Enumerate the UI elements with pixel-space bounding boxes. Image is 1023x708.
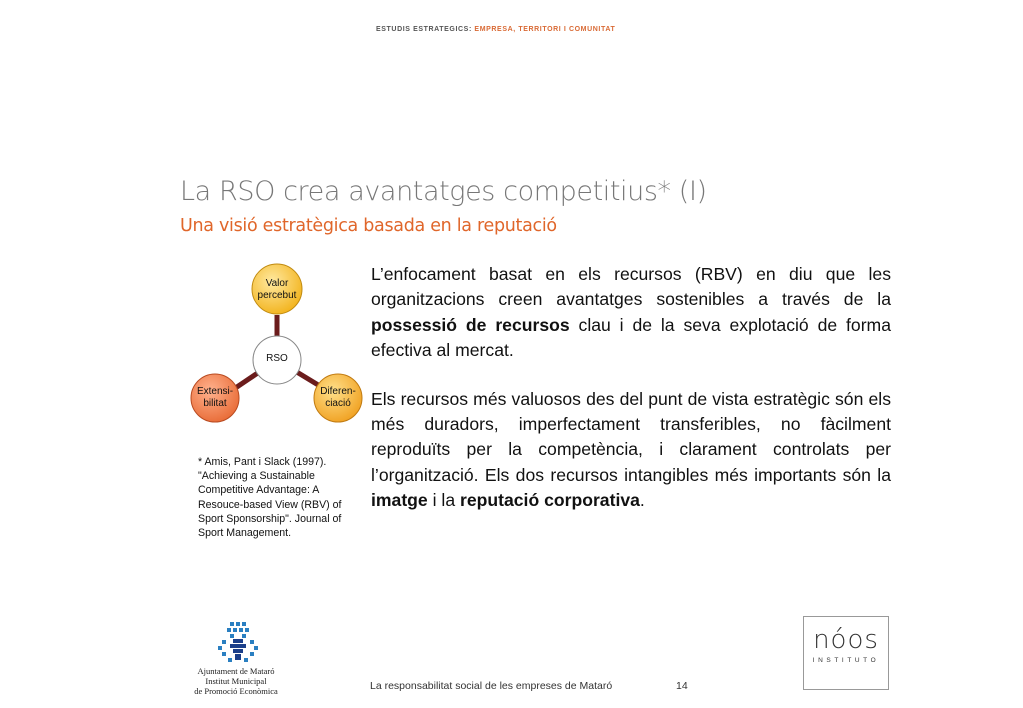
center-node-label: RSO	[266, 353, 288, 364]
p1-bold-1: possessió de recursos	[371, 314, 570, 335]
node-top-line2: percebut	[257, 290, 297, 301]
p1-text-2: clau i de la seva explotació de forma efectiva al mercat.	[371, 314, 891, 361]
noos-logo	[803, 616, 889, 690]
paragraph-1	[371, 262, 891, 364]
ajuntament-line2: Institut Municipal	[205, 676, 267, 686]
node-left-line1: Extensi-	[196, 386, 234, 397]
ajuntament-text	[180, 666, 292, 696]
header-part2: EMPRESA, TERRITORI I COMUNITAT	[471, 26, 616, 33]
noos-wordmark: nóos	[813, 625, 879, 655]
node-left-line2: bilitat	[203, 398, 227, 409]
running-header	[376, 26, 615, 33]
noos-subtitle: INSTITUTO	[812, 657, 880, 664]
slide-subtitle: Una visió estratègica basada en la reputació	[180, 216, 557, 236]
ajuntament-emblem-icon	[180, 620, 292, 666]
page-number: 14	[676, 680, 688, 692]
p2-bold-1: imatge	[371, 490, 428, 511]
node-top-line1: Valor	[265, 278, 289, 289]
p1-text-1: L’enfocament basat en els recursos (RBV) en diu que les organitzacions creen avantatges sostenibles a través de la	[371, 264, 891, 310]
slide-title: La RSO crea avantatges competitius* (I)	[180, 176, 707, 207]
node-top-label	[252, 278, 302, 302]
p2-text-3: .	[639, 490, 645, 511]
p2-bold-2: reputació corporativa	[460, 490, 640, 511]
reference-note: * Amis, Pant i Slack (1997). "Achieving a Sustainable Competitive Advantage: A Resouce-based View (RBV) of Sport Sponsorship". Journal of Sport Management.	[198, 456, 342, 540]
node-left-label	[190, 386, 240, 410]
p2-text-2: i la	[427, 490, 460, 511]
ajuntament-line3: de Promoció Econòmica	[194, 686, 278, 696]
ajuntament-line1: Ajuntament de Mataró	[197, 666, 275, 676]
body-text	[371, 262, 891, 537]
rbv-diagram	[180, 260, 370, 440]
ajuntament-logo	[180, 620, 290, 700]
node-right-line2: ciació	[325, 398, 351, 409]
footer-text: La responsabilitat social de les empreses de Mataró	[370, 680, 613, 692]
node-right-label	[313, 386, 363, 410]
p2-text-1: Els recursos més valuosos des del punt de vista estratègic són els més duradors, imperfectament transferibles, no fàcilment reproduïts per la competència, i clarament controlats per l’organització. Els dos recursos intangibles més importants són la	[371, 388, 891, 485]
node-right-line1: Diferen-	[320, 386, 356, 397]
header-part1: ESTUDIS ESTRATEGICS:	[376, 26, 472, 33]
paragraph-2	[371, 387, 891, 514]
